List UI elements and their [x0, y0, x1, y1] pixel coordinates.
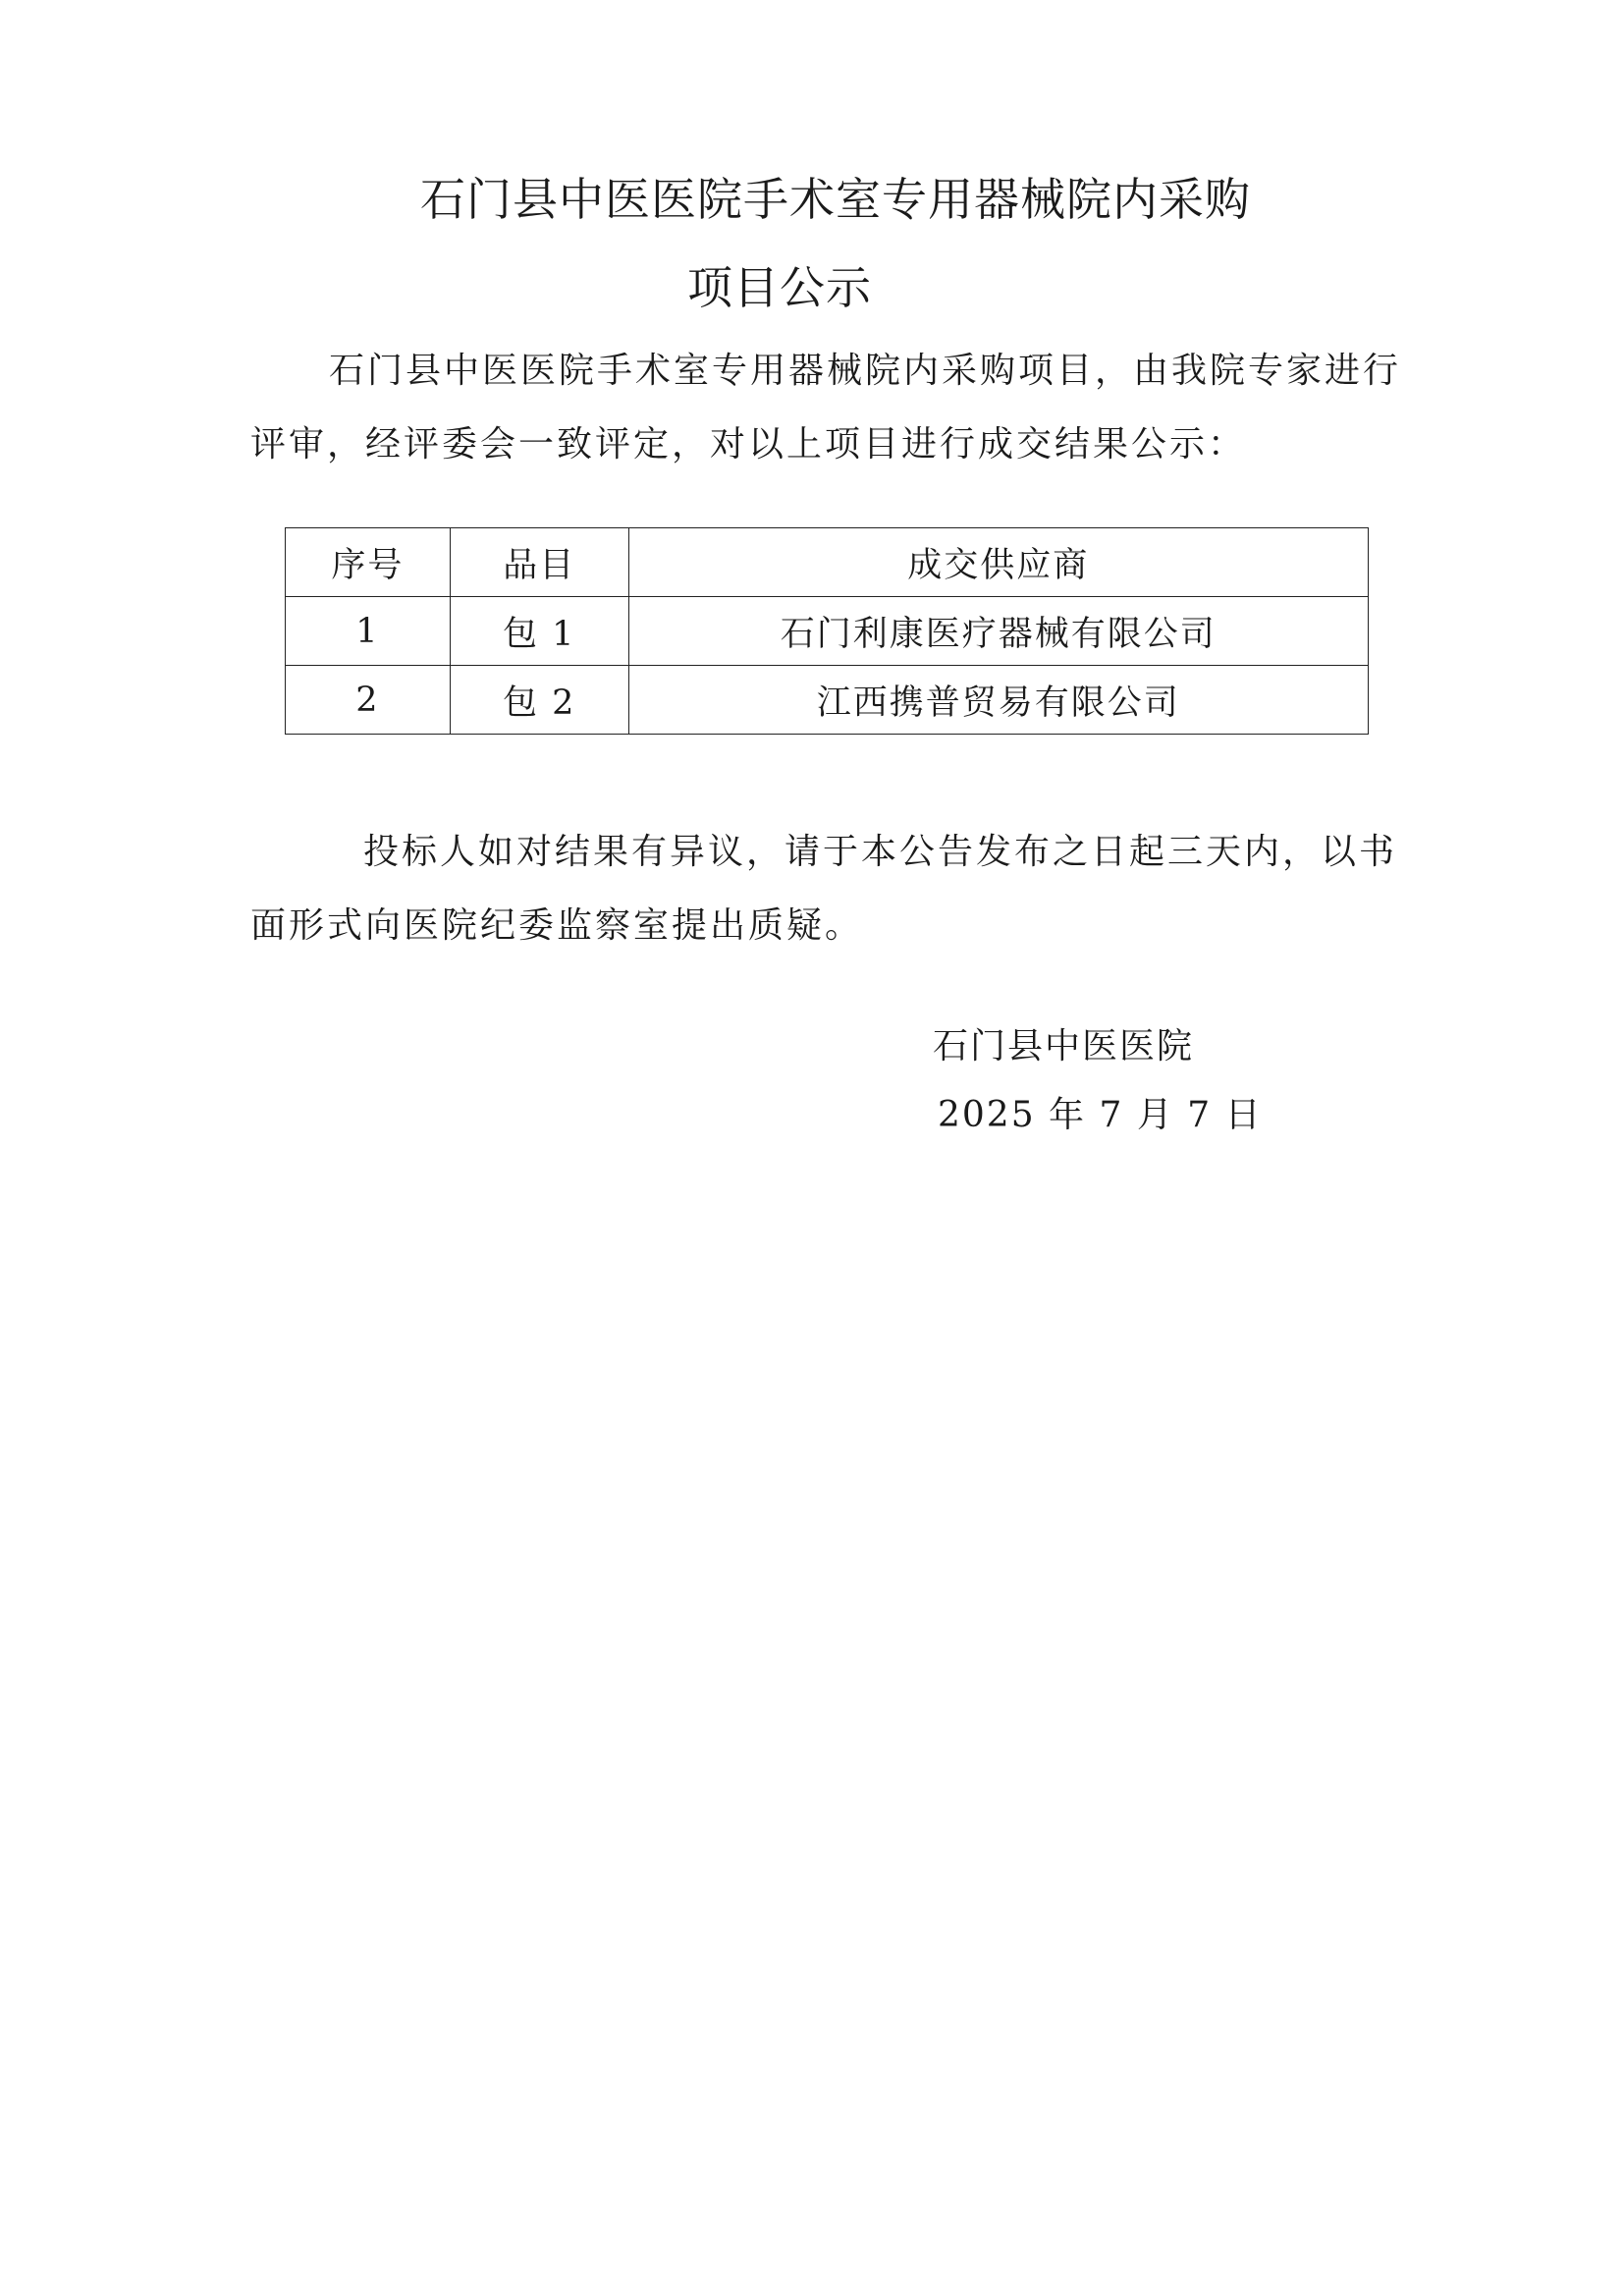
signature-date: 2025 年 7 月 7 日: [938, 1095, 1263, 1135]
cell-serial-number: 2: [286, 666, 451, 735]
document-title-line-1: 石门县中医医院手术室专用器械院内采购: [420, 173, 1251, 226]
table-header-row: [286, 528, 1369, 597]
document-title-line-2: 项目公示: [687, 261, 872, 314]
header-serial-number: 序号: [286, 528, 451, 597]
header-item: 品目: [450, 528, 628, 597]
cell-serial-number: 1: [286, 597, 451, 666]
cell-item: 包 2: [450, 666, 628, 735]
intro-paragraph-line-2: 评审，经评委会一致评定，对以上项目进行成交结果公示：: [250, 424, 1247, 465]
cell-supplier: 石门利康医疗器械有限公司: [628, 597, 1368, 666]
result-table: [285, 527, 1369, 735]
header-supplier: 成交供应商: [628, 528, 1368, 597]
objection-paragraph-line-1: 投标人如对结果有异议，请于本公告发布之日起三天内，以书: [363, 832, 1398, 872]
table-row: [286, 666, 1369, 735]
table-row: [286, 597, 1369, 666]
objection-paragraph-line-2: 面形式向医院纪委监察室提出质疑。: [250, 905, 864, 946]
intro-paragraph-line-1: 石门县中医医院手术室专用器械院内采购项目，由我院专家进行: [329, 351, 1402, 391]
signature-organization: 石门县中医医院: [933, 1026, 1195, 1066]
cell-item: 包 1: [450, 597, 628, 666]
cell-supplier: 江西携普贸易有限公司: [628, 666, 1368, 735]
